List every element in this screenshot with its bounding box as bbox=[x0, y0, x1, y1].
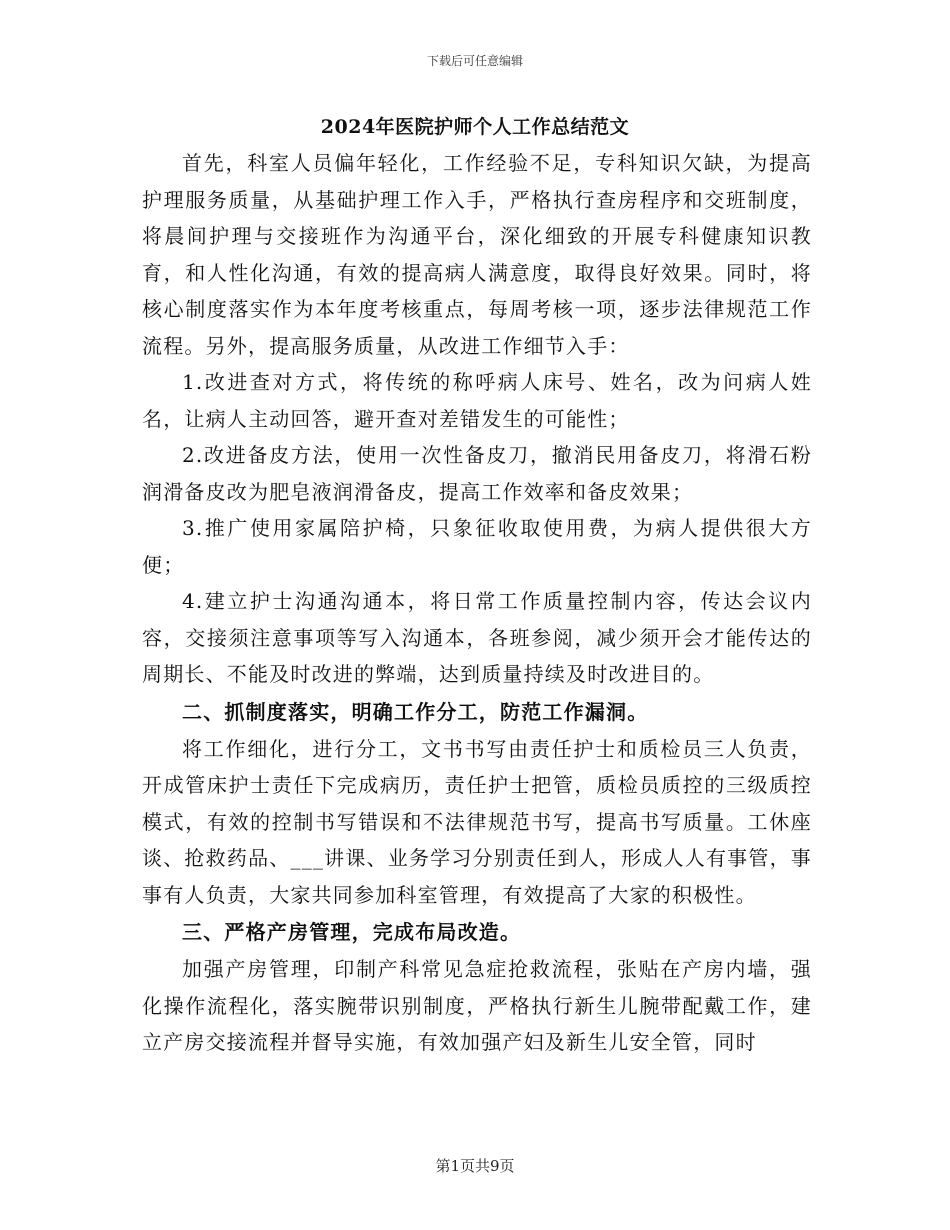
paragraph-intro: 首先，科室人员偏年轻化，工作经验不足，专科知识欠缺，为提高护理服务质量，从基础护理工作入手，严格执行查房程序和交班制度，将晨间护理与交接班作为沟通平台，深化细致的开展专科健康知识教育，和人性化沟通，有效的提高病人满意度，取得良好效果。同时，将核心制度落实作为本年度考核重点，每周考核一项，逐步法律规范工作流程。另外，提高服务质量，从改进工作细节入手： bbox=[142, 151, 812, 358]
list-item-3: 3.推广使用家属陪护椅，只象征收取使用费，为病人提供很大方便； bbox=[142, 516, 812, 577]
document-title: 2024年医院护师个人工作总结范文 bbox=[320, 116, 630, 138]
list-item-1: 1.改进查对方式，将传统的称呼病人床号、姓名，改为问病人姓名，让病人主动回答，避开查对差错发生的可能性； bbox=[142, 370, 812, 431]
section-heading-3: 三、严格产房管理，完成布局改造。 bbox=[182, 920, 522, 944]
header-note: 下载后可任意编辑 bbox=[426, 54, 523, 68]
document-body bbox=[142, 145, 812, 1061]
list-item-4: 4.建立护士沟通沟通本，将日常工作质量控制内容，传达会议内容，交接须注意事项等写入沟通本，各班参阅，减少须开会才能传达的周期长、不能及时改进的弊端，达到质量持续及时改进目的。 bbox=[142, 589, 812, 686]
list-item-2: 2.改进备皮方法，使用一次性备皮刀，撤消民用备皮刀，将滑石粉润滑备皮改为肥皂液润滑备皮，提高工作效率和备皮效果； bbox=[142, 443, 812, 504]
paragraph-section-2: 将工作细化，进行分工，文书书写由责任护士和质检员三人负责，开成管床护士责任下完成病历，责任护士把管，质检员质控的三级质控模式，有效的控制书写错误和不法律规范书写，提高书写质量。工休座谈、抢救药品、___讲课、业务学习分别责任到人，形成人人有事管，事事有人负责，大家共同参加科室管理，有效提高了大家的积极性。 bbox=[142, 736, 812, 907]
paragraph-section-3: 加强产房管理，印制产科常见急症抢救流程，张贴在产房内墙，强化操作流程化，落实腕带识别制度，严格执行新生儿腕带配戴工作，建立产房交接流程并督导实施，有效加强产妇及新生儿安全管，同时 bbox=[142, 957, 812, 1054]
section-heading-2: 二、抓制度落实，明确工作分工，防范工作漏洞。 bbox=[182, 699, 649, 724]
page-number: 第1页共9页 bbox=[435, 1157, 515, 1175]
